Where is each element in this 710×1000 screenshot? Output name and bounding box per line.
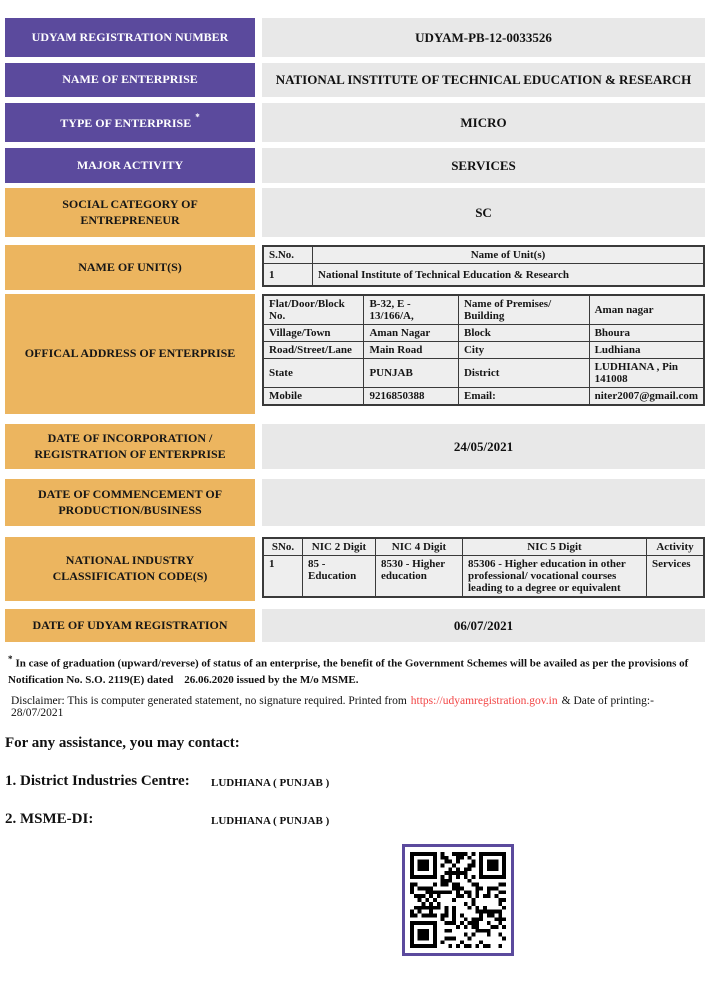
nic-header-sno: SNo. — [263, 538, 303, 556]
row-units — [5, 245, 705, 290]
msme-di-label: 2. MSME-DI: — [5, 810, 94, 827]
registration-number-label: UDYAM REGISTRATION NUMBER — [5, 18, 255, 57]
row-commencement-date — [5, 479, 705, 526]
addr-flat-value: B-32, E - 13/166/A, — [364, 295, 459, 325]
nic-sno: 1 — [263, 556, 303, 598]
graduation-footnote — [8, 653, 706, 689]
udyam-date-value: 06/07/2021 — [262, 609, 705, 642]
table-row — [263, 556, 704, 598]
table-row — [263, 264, 704, 287]
commencement-date-label: DATE OF COMMENCEMENT OF PRODUCTION/BUSINESS — [5, 479, 255, 526]
nic-header-4digit: NIC 4 Digit — [376, 538, 463, 556]
nic-table-wrap — [262, 537, 705, 601]
table-row — [263, 295, 704, 325]
msme-di-value: LUDHIANA ( PUNJAB ) — [211, 814, 330, 827]
nic-table — [262, 537, 705, 598]
qr-pattern — [410, 852, 506, 948]
footnote-asterisk-marker: * — [195, 111, 200, 122]
unit-sno: 1 — [263, 264, 313, 287]
units-label: NAME OF UNIT(S) — [5, 245, 255, 290]
udyam-date-label: DATE OF UDYAM REGISTRATION — [5, 609, 255, 642]
addr-city-value: Ludhiana — [589, 342, 704, 359]
addr-premises-label: Name of Premises/ Building — [458, 295, 589, 325]
contact-item-msme-di — [5, 811, 705, 828]
addr-village-label: Village/Town — [263, 325, 364, 342]
address-table — [262, 294, 705, 406]
social-category-label: SOCIAL CATEGORY OF ENTREPRENEUR — [5, 188, 255, 237]
row-nic-codes — [5, 537, 705, 601]
enterprise-type-label-text: TYPE OF ENTERPRISE — [60, 115, 192, 130]
nic-4digit: 8530 - Higher education — [376, 556, 463, 598]
nic-activity: Services — [647, 556, 705, 598]
nic-header-2digit: NIC 2 Digit — [303, 538, 376, 556]
addr-email-value: niter2007@gmail.com — [589, 388, 704, 406]
addr-road-value: Main Road — [364, 342, 459, 359]
contact-item-dic — [5, 773, 705, 790]
qr-code — [402, 844, 514, 956]
row-registration-number — [5, 18, 705, 57]
addr-district-value: LUDHIANA , Pin 141008 — [589, 359, 704, 388]
addr-flat-label: Flat/Door/Block No. — [263, 295, 364, 325]
units-header-name: Name of Unit(s) — [313, 246, 705, 264]
enterprise-name-label: NAME OF ENTERPRISE — [5, 63, 255, 97]
row-udyam-date — [5, 609, 705, 642]
nic-2digit: 85 - Education — [303, 556, 376, 598]
incorporation-date-label: DATE OF INCORPORATION / REGISTRATION OF ENTERPRISE — [5, 424, 255, 469]
dic-label: 1. District Industries Centre: — [5, 772, 190, 789]
row-enterprise-name — [5, 63, 705, 97]
table-row — [263, 342, 704, 359]
table-row — [263, 325, 704, 342]
address-label: OFFICAL ADDRESS OF ENTERPRISE — [5, 294, 255, 414]
units-table — [262, 245, 705, 287]
row-social-category — [5, 188, 705, 237]
udyam-registration-link[interactable]: https://udyamregistration.gov.in — [410, 694, 558, 707]
row-enterprise-type — [5, 103, 705, 142]
nic-header-activity: Activity — [647, 538, 705, 556]
disclaimer — [11, 695, 705, 719]
registration-number-value: UDYAM-PB-12-0033526 — [262, 18, 705, 57]
disclaimer-prefix: Disclaimer: This is computer generated statement, no signature required. Printed from — [11, 694, 407, 707]
assistance-heading: For any assistance, you may contact: — [5, 734, 240, 751]
addr-district-label: District — [458, 359, 589, 388]
disclaimer-suffix: & Date of printing:- 28/07/2021 — [11, 694, 654, 719]
addr-premises-value: Aman nagar — [589, 295, 704, 325]
social-category-value: SC — [262, 188, 705, 237]
dic-value: LUDHIANA ( PUNJAB ) — [211, 776, 330, 789]
row-incorporation-date — [5, 424, 705, 469]
row-major-activity — [5, 148, 705, 183]
row-address — [5, 294, 705, 414]
addr-road-label: Road/Street/Lane — [263, 342, 364, 359]
enterprise-type-value: MICRO — [262, 103, 705, 142]
nic-codes-label: NATIONAL INDUSTRY CLASSIFICATION CODE(S) — [5, 537, 255, 601]
addr-block-value: Bhoura — [589, 325, 704, 342]
major-activity-label: MAJOR ACTIVITY — [5, 148, 255, 183]
nic-5digit: 85306 - Higher education in other professional/ vocational courses leading to a degree or equivalent — [463, 556, 647, 598]
addr-state-value: PUNJAB — [364, 359, 459, 388]
address-table-wrap — [262, 294, 705, 414]
units-header-sno: S.No. — [263, 246, 313, 264]
addr-mobile-value: 9216850388 — [364, 388, 459, 406]
table-row — [263, 388, 704, 406]
table-row — [263, 359, 704, 388]
incorporation-date-value: 24/05/2021 — [262, 424, 705, 469]
addr-email-label: Email: — [458, 388, 589, 406]
unit-name: National Institute of Technical Education & Research — [313, 264, 705, 287]
asterisk-icon: * — [8, 654, 13, 664]
addr-mobile-label: Mobile — [263, 388, 364, 406]
units-table-wrap — [262, 245, 705, 290]
addr-state-label: State — [263, 359, 364, 388]
footnote-text: In case of graduation (upward/reverse) of status of an enterprise, the benefit of the Government Schemes will be availed as per the provisions of Notification No. S.O. 2119(E) dated 26.06.2020 issued by the M/o MSME. — [8, 657, 689, 687]
major-activity-value: SERVICES — [262, 148, 705, 183]
enterprise-type-label — [5, 103, 255, 142]
commencement-date-value — [262, 479, 705, 526]
addr-city-label: City — [458, 342, 589, 359]
addr-village-value: Aman Nagar — [364, 325, 459, 342]
nic-header-5digit: NIC 5 Digit — [463, 538, 647, 556]
enterprise-name-value: NATIONAL INSTITUTE OF TECHNICAL EDUCATION & RESEARCH — [262, 63, 705, 97]
addr-block-label: Block — [458, 325, 589, 342]
